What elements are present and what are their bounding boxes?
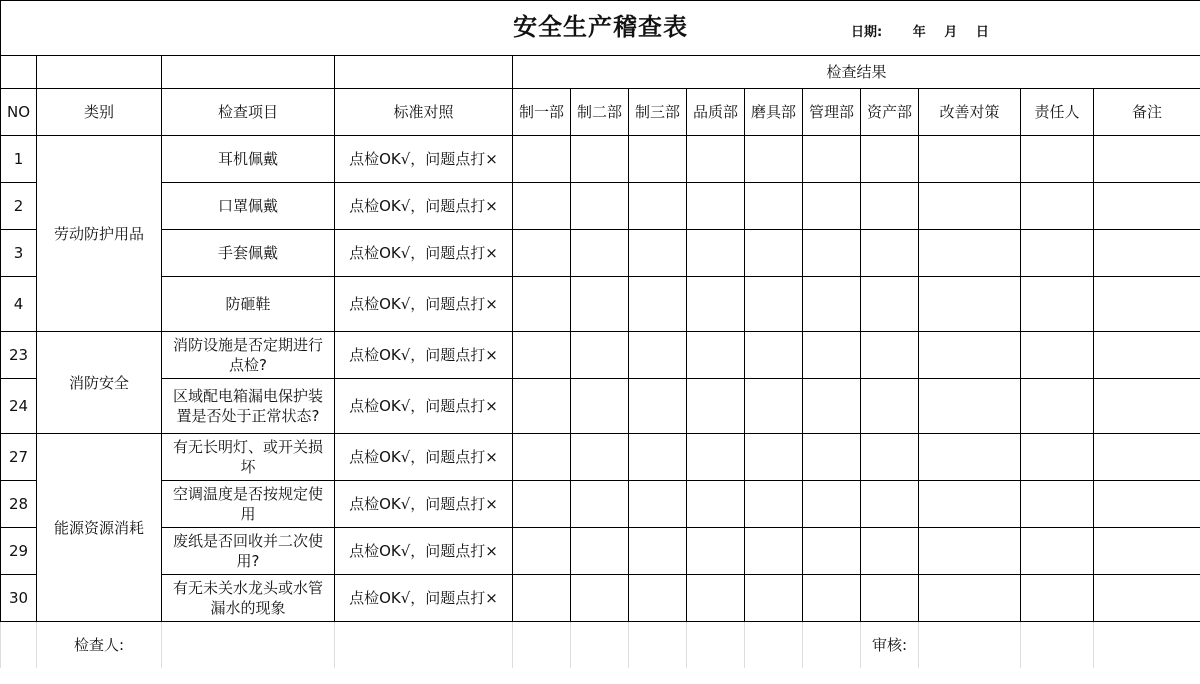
header-dept-6: 管理部 bbox=[803, 89, 861, 136]
result-cell[interactable] bbox=[687, 136, 745, 183]
blank-cell bbox=[162, 56, 335, 89]
row-standard: 点检OK√，问题点打× bbox=[335, 481, 513, 528]
row-item: 耳机佩戴 bbox=[162, 136, 335, 183]
blank-cell bbox=[37, 56, 162, 89]
owner-cell[interactable] bbox=[1021, 230, 1094, 277]
header-dept-1: 制一部 bbox=[513, 89, 571, 136]
result-cell[interactable] bbox=[803, 136, 861, 183]
result-cell[interactable] bbox=[571, 481, 629, 528]
blank-cell bbox=[687, 622, 745, 669]
header-dept-7: 资产部 bbox=[861, 89, 919, 136]
blank-cell bbox=[513, 622, 571, 669]
result-cell[interactable] bbox=[687, 481, 745, 528]
inspector-label: 检查人: bbox=[37, 622, 162, 669]
result-cell[interactable] bbox=[803, 575, 861, 622]
result-cell[interactable] bbox=[571, 528, 629, 575]
result-cell[interactable] bbox=[629, 230, 687, 277]
table-row bbox=[1, 575, 1200, 622]
result-cell[interactable] bbox=[745, 481, 803, 528]
result-cell[interactable] bbox=[861, 379, 919, 434]
result-cell[interactable] bbox=[687, 575, 745, 622]
result-cell[interactable] bbox=[513, 136, 571, 183]
improvement-cell[interactable] bbox=[919, 575, 1021, 622]
result-cell[interactable] bbox=[861, 277, 919, 332]
table-row bbox=[1, 528, 1200, 575]
row-standard: 点检OK√，问题点打× bbox=[335, 277, 513, 332]
result-cell[interactable] bbox=[803, 528, 861, 575]
table-row bbox=[1, 136, 1200, 183]
blank-cell bbox=[803, 622, 861, 669]
row-item: 空调温度是否按规定使用 bbox=[162, 481, 335, 528]
header-standard: 标准对照 bbox=[335, 89, 513, 136]
table-row bbox=[1, 434, 1200, 481]
header-dept-3: 制三部 bbox=[629, 89, 687, 136]
blank-cell bbox=[335, 622, 513, 669]
header-no: NO bbox=[1, 89, 37, 136]
result-cell[interactable] bbox=[861, 434, 919, 481]
row-no: 28 bbox=[1, 481, 37, 528]
remarks-cell[interactable] bbox=[1094, 481, 1200, 528]
result-cell[interactable] bbox=[571, 379, 629, 434]
result-cell[interactable] bbox=[513, 379, 571, 434]
row-no: 24 bbox=[1, 379, 37, 434]
result-cell[interactable] bbox=[629, 277, 687, 332]
header-dept-2: 制二部 bbox=[571, 89, 629, 136]
improvement-cell[interactable] bbox=[919, 332, 1021, 379]
remarks-cell[interactable] bbox=[1094, 332, 1200, 379]
result-cell[interactable] bbox=[513, 230, 571, 277]
row-standard: 点检OK√，问题点打× bbox=[335, 379, 513, 434]
row-standard: 点检OK√，问题点打× bbox=[335, 528, 513, 575]
owner-cell[interactable] bbox=[1021, 277, 1094, 332]
remarks-cell[interactable] bbox=[1094, 183, 1200, 230]
remarks-cell[interactable] bbox=[1094, 528, 1200, 575]
owner-cell[interactable] bbox=[1021, 332, 1094, 379]
result-cell[interactable] bbox=[803, 434, 861, 481]
result-cell[interactable] bbox=[861, 183, 919, 230]
header-improvement: 改善对策 bbox=[919, 89, 1021, 136]
result-cell[interactable] bbox=[571, 230, 629, 277]
result-cell[interactable] bbox=[513, 528, 571, 575]
signature-row bbox=[1, 622, 1200, 669]
row-item: 消防设施是否定期进行点检? bbox=[162, 332, 335, 379]
table-row bbox=[1, 230, 1200, 277]
improvement-cell[interactable] bbox=[919, 528, 1021, 575]
row-no: 23 bbox=[1, 332, 37, 379]
result-cell[interactable] bbox=[803, 230, 861, 277]
row-no: 1 bbox=[1, 136, 37, 183]
result-cell[interactable] bbox=[687, 183, 745, 230]
result-cell[interactable] bbox=[861, 528, 919, 575]
row-standard: 点检OK√，问题点打× bbox=[335, 575, 513, 622]
blank-cell bbox=[571, 622, 629, 669]
row-no: 3 bbox=[1, 230, 37, 277]
result-cell[interactable] bbox=[687, 434, 745, 481]
result-cell[interactable] bbox=[861, 575, 919, 622]
result-cell[interactable] bbox=[629, 528, 687, 575]
date-month: 月 bbox=[944, 25, 958, 40]
result-cell[interactable] bbox=[745, 379, 803, 434]
improvement-cell[interactable] bbox=[919, 230, 1021, 277]
row-no: 30 bbox=[1, 575, 37, 622]
row-standard: 点检OK√，问题点打× bbox=[335, 434, 513, 481]
result-cell[interactable] bbox=[629, 575, 687, 622]
result-cell[interactable] bbox=[745, 230, 803, 277]
improvement-cell[interactable] bbox=[919, 183, 1021, 230]
blank-cell bbox=[1021, 622, 1094, 669]
result-cell[interactable] bbox=[803, 379, 861, 434]
row-item: 有无未关水龙头或水管漏水的现象 bbox=[162, 575, 335, 622]
category-cell: 能源资源消耗 bbox=[37, 434, 162, 622]
owner-cell[interactable] bbox=[1021, 136, 1094, 183]
result-cell[interactable] bbox=[861, 481, 919, 528]
row-item: 区域配电箱漏电保护装置是否处于正常状态? bbox=[162, 379, 335, 434]
result-cell[interactable] bbox=[571, 434, 629, 481]
category-cell: 劳动防护用品 bbox=[37, 136, 162, 332]
result-cell[interactable] bbox=[571, 136, 629, 183]
remarks-cell[interactable] bbox=[1094, 230, 1200, 277]
result-cell[interactable] bbox=[629, 136, 687, 183]
result-cell[interactable] bbox=[745, 434, 803, 481]
blank-cell bbox=[335, 56, 513, 89]
blank-cell bbox=[1, 56, 37, 89]
header-dept-5: 磨具部 bbox=[745, 89, 803, 136]
blank-cell bbox=[1094, 622, 1200, 669]
result-cell[interactable] bbox=[513, 183, 571, 230]
owner-cell[interactable] bbox=[1021, 434, 1094, 481]
reviewer-label: 审核: bbox=[861, 622, 919, 669]
result-cell[interactable] bbox=[513, 575, 571, 622]
result-cell[interactable] bbox=[687, 332, 745, 379]
header-item: 检查项目 bbox=[162, 89, 335, 136]
remarks-cell[interactable] bbox=[1094, 379, 1200, 434]
row-standard: 点检OK√，问题点打× bbox=[335, 183, 513, 230]
result-cell[interactable] bbox=[629, 332, 687, 379]
result-cell[interactable] bbox=[861, 136, 919, 183]
table-row bbox=[1, 379, 1200, 434]
result-cell[interactable] bbox=[745, 575, 803, 622]
result-cell[interactable] bbox=[803, 332, 861, 379]
result-cell[interactable] bbox=[629, 434, 687, 481]
improvement-cell[interactable] bbox=[919, 481, 1021, 528]
header-category: 类别 bbox=[37, 89, 162, 136]
row-no: 29 bbox=[1, 528, 37, 575]
row-item: 口罩佩戴 bbox=[162, 183, 335, 230]
table-row bbox=[1, 481, 1200, 528]
row-standard: 点检OK√，问题点打× bbox=[335, 332, 513, 379]
row-item: 手套佩戴 bbox=[162, 230, 335, 277]
blank-cell bbox=[629, 622, 687, 669]
remarks-cell[interactable] bbox=[1094, 136, 1200, 183]
row-item: 废纸是否回收并二次使用? bbox=[162, 528, 335, 575]
sheet-title: 安全生产稽查表 bbox=[513, 12, 689, 41]
row-standard: 点检OK√，问题点打× bbox=[335, 136, 513, 183]
owner-cell[interactable] bbox=[1021, 575, 1094, 622]
result-cell[interactable] bbox=[745, 528, 803, 575]
group-header-results: 检查结果 bbox=[513, 56, 1200, 89]
result-cell[interactable] bbox=[629, 183, 687, 230]
remarks-cell[interactable] bbox=[1094, 575, 1200, 622]
header-remarks: 备注 bbox=[1094, 89, 1200, 136]
header-owner: 责任人 bbox=[1021, 89, 1094, 136]
owner-cell[interactable] bbox=[1021, 528, 1094, 575]
result-cell[interactable] bbox=[513, 434, 571, 481]
blank-cell bbox=[1, 622, 37, 669]
row-item: 防砸鞋 bbox=[162, 277, 335, 332]
result-cell[interactable] bbox=[687, 528, 745, 575]
inspector-signature[interactable] bbox=[162, 622, 335, 669]
result-cell[interactable] bbox=[745, 183, 803, 230]
result-cell[interactable] bbox=[513, 332, 571, 379]
result-cell[interactable] bbox=[513, 277, 571, 332]
result-cell[interactable] bbox=[571, 277, 629, 332]
row-no: 4 bbox=[1, 277, 37, 332]
owner-cell[interactable] bbox=[1021, 379, 1094, 434]
date-label: 日期: bbox=[851, 25, 883, 40]
table-row bbox=[1, 183, 1200, 230]
result-cell[interactable] bbox=[687, 379, 745, 434]
result-cell[interactable] bbox=[745, 136, 803, 183]
result-cell[interactable] bbox=[571, 575, 629, 622]
row-no: 27 bbox=[1, 434, 37, 481]
result-cell[interactable] bbox=[571, 332, 629, 379]
result-cell[interactable] bbox=[513, 481, 571, 528]
reviewer-signature[interactable] bbox=[919, 622, 1021, 669]
result-cell[interactable] bbox=[629, 379, 687, 434]
title-cell bbox=[1, 1, 1200, 56]
row-item: 有无长明灯、或开关损坏 bbox=[162, 434, 335, 481]
result-cell[interactable] bbox=[803, 481, 861, 528]
improvement-cell[interactable] bbox=[919, 136, 1021, 183]
result-cell[interactable] bbox=[571, 183, 629, 230]
category-cell: 消防安全 bbox=[37, 332, 162, 434]
result-cell[interactable] bbox=[687, 277, 745, 332]
improvement-cell[interactable] bbox=[919, 277, 1021, 332]
date-field bbox=[851, 23, 1003, 43]
row-no: 2 bbox=[1, 183, 37, 230]
improvement-cell[interactable] bbox=[919, 434, 1021, 481]
header-dept-4: 品质部 bbox=[687, 89, 745, 136]
row-standard: 点检OK√，问题点打× bbox=[335, 230, 513, 277]
owner-cell[interactable] bbox=[1021, 481, 1094, 528]
table-row bbox=[1, 332, 1200, 379]
result-cell[interactable] bbox=[629, 481, 687, 528]
remarks-cell[interactable] bbox=[1094, 277, 1200, 332]
result-cell[interactable] bbox=[745, 332, 803, 379]
result-cell[interactable] bbox=[687, 230, 745, 277]
result-cell[interactable] bbox=[861, 332, 919, 379]
date-day: 日 bbox=[975, 25, 989, 40]
result-cell[interactable] bbox=[861, 230, 919, 277]
date-year: 年 bbox=[912, 25, 926, 40]
result-cell[interactable] bbox=[803, 183, 861, 230]
improvement-cell[interactable] bbox=[919, 379, 1021, 434]
result-cell[interactable] bbox=[803, 277, 861, 332]
result-cell[interactable] bbox=[745, 277, 803, 332]
blank-cell bbox=[745, 622, 803, 669]
table-row bbox=[1, 277, 1200, 332]
owner-cell[interactable] bbox=[1021, 183, 1094, 230]
remarks-cell[interactable] bbox=[1094, 434, 1200, 481]
